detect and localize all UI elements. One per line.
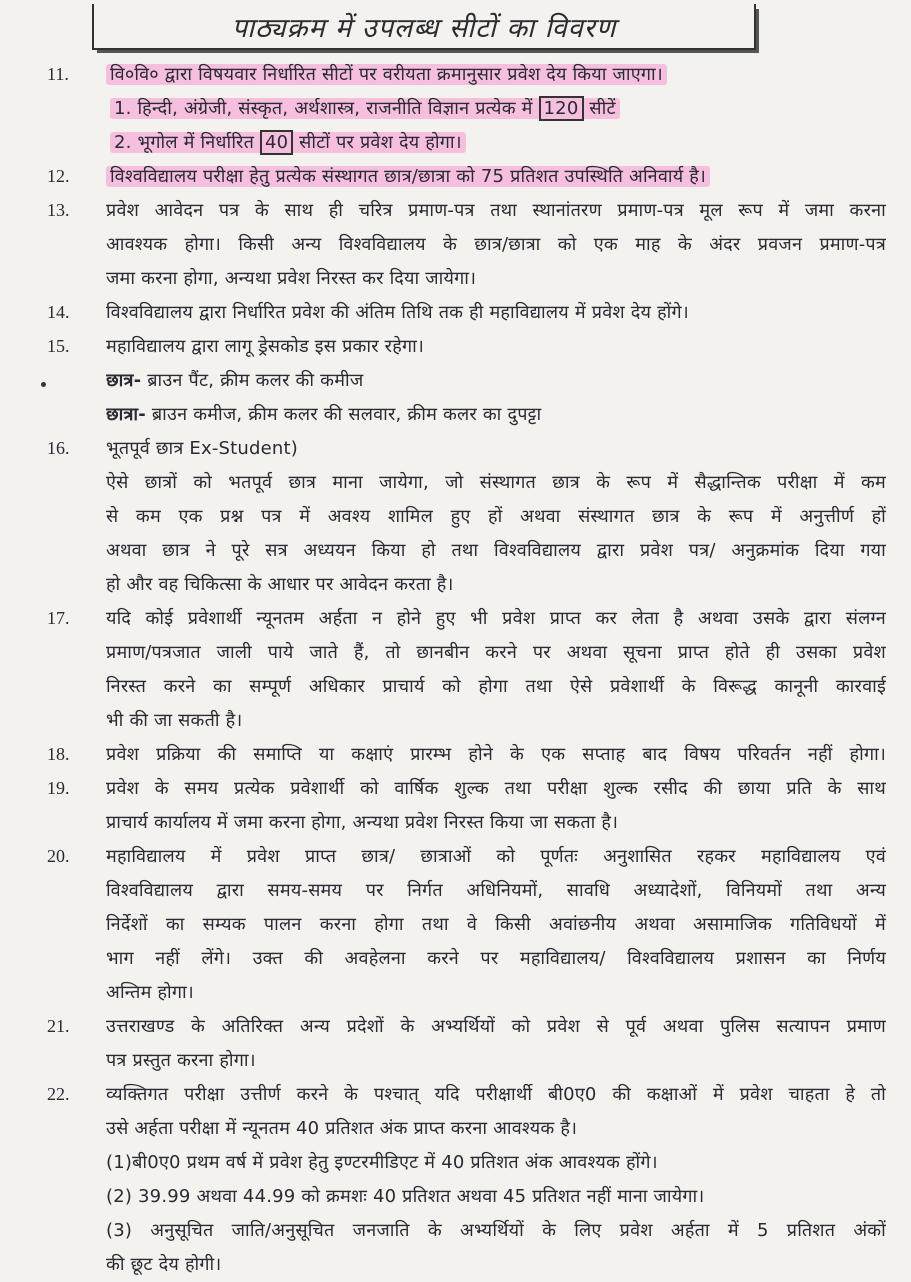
rule-line xyxy=(110,126,890,160)
rule-line xyxy=(106,160,886,194)
rule-item xyxy=(0,1010,911,1078)
line-text: विश्वविद्यालय द्वारा निर्धारित प्रवेश की अंतिम तिथि तक ही महाविद्यालय में प्रवेश देय होंगे। xyxy=(106,302,689,323)
line-text: (1)बी0ए0 प्रथम वर्ष में प्रवेश हेतु इण्टरमीडिएट में 40 प्रतिशत अंक आवश्यक होंगे। xyxy=(106,1152,658,1173)
rule-line xyxy=(106,58,886,92)
rule-item xyxy=(0,1078,911,1282)
title-box xyxy=(92,4,756,50)
rule-number: 15. xyxy=(47,336,70,356)
line-text: भी की जा सकती है। xyxy=(106,710,243,731)
highlight-mark xyxy=(106,64,667,85)
rule-line xyxy=(106,1146,886,1180)
rule-line xyxy=(106,1214,886,1248)
rule-number: 16. xyxy=(47,438,70,458)
line-text: महाविद्यालय में प्रवेश प्राप्त छात्र/ छात्राओं को पूर्णतः अनुशासित रहकर महाविद्यालय एवं xyxy=(106,846,886,867)
rule-item xyxy=(0,772,911,840)
rule-line xyxy=(106,772,886,806)
rule-line xyxy=(106,840,886,874)
line-text: 1. हिन्दी, अंग्रेजी, संस्कृत, अर्थशास्त्र, राजनीति विज्ञान प्रत्येक में xyxy=(114,98,539,119)
rule-line xyxy=(106,228,886,262)
line-text: पत्र प्रस्तुत करना होगा। xyxy=(106,1050,256,1071)
rule-line xyxy=(106,466,886,500)
boxed-seat-count: 120 xyxy=(539,96,584,121)
rule-line xyxy=(106,1248,886,1282)
line-text: भूतपूर्व छात्र Ex-Student) xyxy=(106,438,299,459)
line-text: प्रवेश आवेदन पत्र के साथ ही चरित्र प्रमाण-पत्र तथा स्थानांतरण प्रमाण-पत्र मूल रूप में जमा करना xyxy=(106,200,886,221)
rule-item xyxy=(0,330,911,432)
line-text: वि०वि० द्वारा विषयवार निर्धारित सीटों पर वरीयता क्रमानुसार प्रवेश देय किया जाएगा। xyxy=(110,64,663,85)
rule-line xyxy=(106,296,886,330)
dress-label: छात्रा- xyxy=(106,404,146,425)
rule-line xyxy=(106,704,886,738)
line-text: भाग नहीं लेंगे। उक्त की अवहेलना करने पर महाविद्यालय/ विश्वविद्यालय प्रशासन का निर्णय xyxy=(106,948,886,969)
rule-number: 11. xyxy=(47,64,69,84)
line-text: अन्तिम होगा। xyxy=(106,982,194,1003)
rule-item xyxy=(0,194,911,296)
rule-line xyxy=(106,364,886,398)
rule-line xyxy=(110,92,890,126)
highlight-mark xyxy=(106,166,710,187)
rule-line xyxy=(106,1044,886,1078)
line-text: ब्राउन पैंट, क्रीम कलर की कमीज xyxy=(141,370,364,391)
rule-number: 13. xyxy=(47,200,70,220)
rule-line xyxy=(106,1180,886,1214)
rule-line xyxy=(106,568,886,602)
line-text: से कम एक प्रश्न पत्र में अवश्य शामिल हुए हों अथवा संस्थागत छात्र के रूप में अनुत्तीर्ण हों xyxy=(106,506,886,527)
highlight-mark xyxy=(110,132,466,153)
line-text: व्यक्तिगत परीक्षा उत्तीर्ण करने के पश्चात् यदि परीक्षार्थी बी0ए0 की कक्षाओं में प्रवेश चाहता हे तो xyxy=(106,1084,886,1105)
rule-number: 22. xyxy=(47,1084,70,1104)
line-text: विश्वविद्यालय द्वारा समय-समय पर निर्गत अधिनियमों, सावधि अध्यादेशों, विनियमों तथा अन्य xyxy=(106,880,886,901)
boxed-seat-count: 40 xyxy=(260,130,293,155)
line-text: सीटें xyxy=(583,98,616,119)
line-text: 2. भूगोल में निर्धारित xyxy=(114,132,260,153)
line-text: अथवा छात्र ने पूरे सत्र अध्ययन किया हो तथा विश्वविद्यालय द्वारा प्रवेश पत्र/ अनुक्रमांक दिया गया xyxy=(106,540,886,561)
rule-line xyxy=(106,908,886,942)
line-text: उत्तराखण्ड के अतिरिक्त अन्य प्रदेशों के अभ्यर्थियों को प्रवेश से पूर्व अथवा पुलिस सत्यापन प्रमाण xyxy=(106,1016,886,1037)
rules-list xyxy=(0,58,911,1282)
dress-label: छात्र- xyxy=(106,370,142,391)
line-text: ब्राउन कमीज, क्रीम कलर की सलवार, क्रीम कलर का दुपट्टा xyxy=(145,404,542,425)
rule-number: 14. xyxy=(47,302,70,322)
rule-number: 19. xyxy=(47,778,70,798)
rule-line xyxy=(106,1078,886,1112)
rule-line xyxy=(106,602,886,636)
line-text: (2) 39.99 अथवा 44.99 को क्रमशः 40 प्रतिशत अथवा 45 प्रतिशत नहीं माना जायेगा। xyxy=(106,1186,705,1207)
line-text: आवश्यक होगा। किसी अन्य विश्वविद्यालय के छात्र/छात्रा को एक माह के अंदर प्रवजन प्रमाण-पत्र xyxy=(106,234,886,255)
rule-item xyxy=(0,432,911,602)
line-text: प्रवेश के समय प्रत्येक प्रवेशार्थी को वार्षिक शुल्क तथा परीक्षा शुल्क रसीद की छाया प्रति के साथ xyxy=(106,778,886,799)
page-title: पाठ्यक्रम में उपलब्ध सीटों का विवरण xyxy=(231,13,617,44)
line-text: हो और वह चिकित्सा के आधार पर आवेदन करता है। xyxy=(106,574,454,595)
rule-line xyxy=(106,398,886,432)
rule-item xyxy=(0,296,911,330)
rule-line xyxy=(106,262,886,296)
line-text: निरस्त करने का सम्पूर्ण अधिकार प्राचार्य को होगा तथा ऐसे प्रवेशार्थी के विरूद्ध कानूनी कारवाई xyxy=(106,676,886,697)
line-text: प्राचार्य कार्यालय में जमा करना होगा, अन्यथा प्रवेश निरस्त किया जा सकता है। xyxy=(106,812,619,833)
line-text: की छूट देय होगी। xyxy=(106,1254,222,1275)
rule-number: 17. xyxy=(47,608,70,628)
line-text: महाविद्यालय द्वारा लागू ड्रेसकोड इस प्रकार रहेगा। xyxy=(106,336,425,357)
line-text: सीटों पर प्रवेश देय होगा। xyxy=(293,132,462,153)
rule-line xyxy=(106,636,886,670)
line-text: प्रवेश प्रक्रिया की समाप्ति या कक्षाएं प्रारम्भ होने के एक सप्ताह बाद विषय परिवर्तन नहीं होगा। xyxy=(106,744,886,765)
rule-number: 21. xyxy=(47,1016,70,1036)
rule-line xyxy=(106,976,886,1010)
rule-line xyxy=(106,874,886,908)
rule-line xyxy=(106,806,886,840)
rule-line xyxy=(106,670,886,704)
rule-line xyxy=(106,534,886,568)
line-text: विश्वविद्यालय परीक्षा हेतु प्रत्येक संस्थागत छात्र/छात्रा को 75 प्रतिशत उपस्थिति अनिवार्य है। xyxy=(110,166,707,187)
rule-line xyxy=(106,1112,886,1146)
rule-line xyxy=(106,432,886,466)
rule-item xyxy=(0,738,911,772)
rule-item xyxy=(0,602,911,738)
line-text: (3) अनुसूचित जाति/अनुसूचित जनजाति के अभ्यर्थियों के लिए प्रवेश अर्हता में 5 प्रतिशत अंकों xyxy=(106,1220,886,1241)
rule-number: 20. xyxy=(47,846,70,866)
line-text: जमा करना होगा, अन्यथा प्रवेश निरस्त कर दिया जायेगा। xyxy=(106,268,477,289)
rule-number: 12. xyxy=(47,166,70,186)
line-text: प्रमाण/पत्रजात जाली पाये जाते हैं, तो छानबीन करने पर अथवा सूचना प्राप्त होते ही उसका प्रवेश xyxy=(106,642,886,663)
rule-line xyxy=(106,194,886,228)
line-text: ऐसे छात्रों को भतपूर्व छात्र माना जायेगा, जो संस्थागत छात्र के रूप में सैद्धान्तिक परीक्षा में कम xyxy=(106,472,886,493)
rule-item xyxy=(0,58,911,160)
rule-item xyxy=(0,160,911,194)
line-text: यदि कोई प्रवेशार्थी न्यूनतम अर्हता न होने हुए भी प्रवेश प्राप्त कर लेता है अथवा उसके द्वारा संलग्न xyxy=(106,608,886,629)
rule-number: 18. xyxy=(47,744,70,764)
line-text: निर्देशों का सम्यक पालन करना होगा तथा वे किसी अवांछनीय अथवा असामाजिक गतिविधयों में xyxy=(106,914,886,935)
highlight-mark xyxy=(110,98,620,119)
rule-item xyxy=(0,840,911,1010)
rule-line xyxy=(106,1010,886,1044)
rule-line xyxy=(106,500,886,534)
rule-line xyxy=(106,942,886,976)
rule-line xyxy=(106,330,886,364)
rule-line xyxy=(106,738,886,772)
line-text: उसे अर्हता परीक्षा में न्यूनतम 40 प्रतिशत अंक प्राप्त करना आवश्यक है। xyxy=(106,1118,578,1139)
